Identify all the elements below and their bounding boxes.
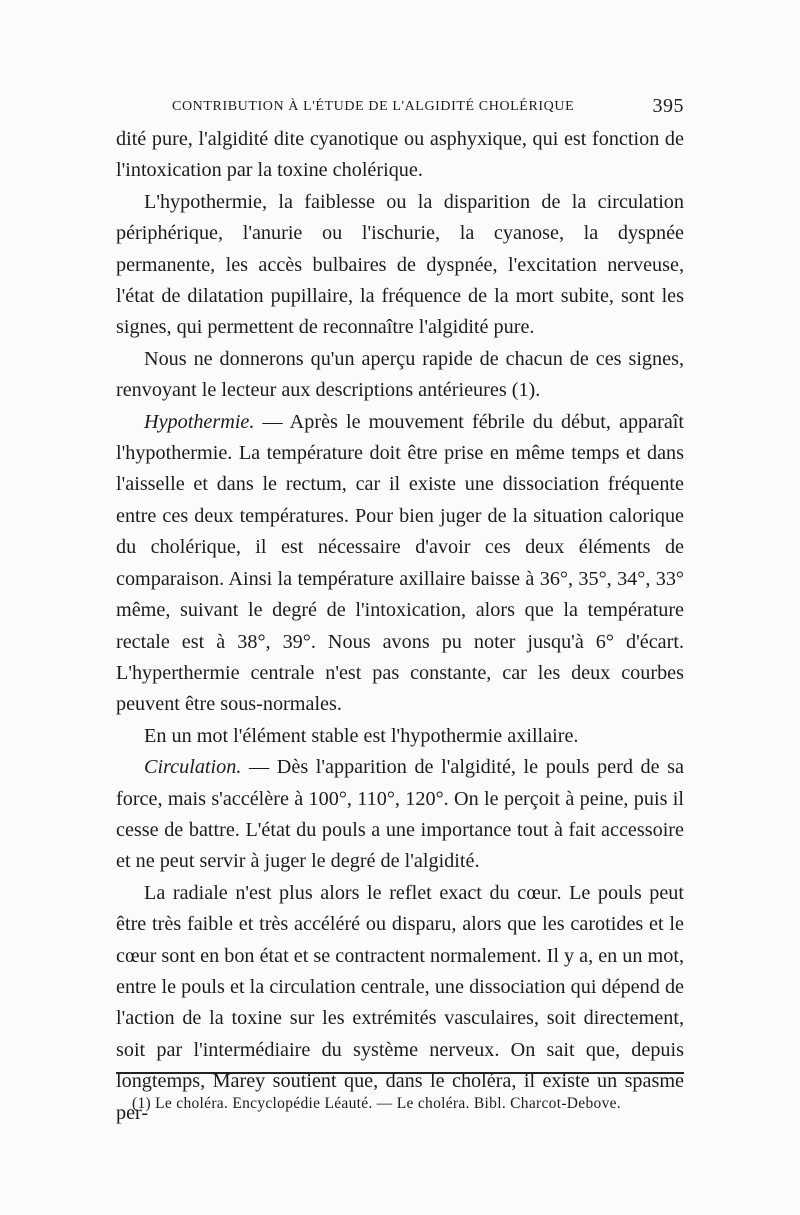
section-lead-circulation: Circulation.	[144, 756, 242, 779]
paragraph	[116, 752, 684, 878]
paragraph-text: Nous ne donnerons qu'un aperçu rapide de chacun de ces signes, renvoyant le lecteur aux descriptions antérieures (1).	[116, 347, 684, 402]
section-lead-hypothermie: Hypothermie.	[144, 410, 255, 433]
body-text	[116, 124, 684, 1129]
paragraph	[116, 721, 684, 752]
paragraph	[116, 878, 684, 1129]
paragraph-text: — Après le mouvement fébrile du début, apparaît l'hypothermie. La température doit être prise en même temps et dans l'aisselle et dans le rectum, car il existe une dissociation fréquente entre ces deux températures. Pour bien juger de la situation calorique du cholérique, il est nécessaire d'avoir ces deux éléments de comparaison. Ainsi la température axillaire baisse à 36°, 35°, 34°, 33° même, suivant le degré de l'intoxication, alors que la température rectale est à 38°, 39°. Nous avons pu noter jusqu'à 6° d'écart. L'hyperthermie centrale n'est pas constante, car les deux courbes peuvent être sous-normales.	[116, 410, 684, 716]
paragraph	[116, 124, 684, 187]
paragraph	[116, 187, 684, 344]
paragraph-text: dité pure, l'algidité dite cyanotique ou asphyxique, qui est fonction de l'intoxication par la toxine cholérique.	[116, 128, 684, 182]
footnote-divider	[116, 1072, 684, 1074]
running-head	[116, 95, 684, 123]
footnote-text: (1) Le choléra. Encyclopédie Léauté. — Le choléra. Bibl. Charcot-Debove.	[132, 1095, 621, 1112]
book-page	[116, 95, 684, 1129]
running-head-title: CONTRIBUTION À L'ÉTUDE DE L'ALGIDITÉ CHOLÉRIQUE	[172, 99, 575, 114]
paragraph	[116, 407, 684, 721]
page-number: 395	[652, 95, 684, 117]
paragraph-text: La radiale n'est plus alors le reflet exact du cœur. Le pouls peut être très faible et très accéléré ou disparu, alors que les carotides et le cœur sont en bon état et se contractent normalement. Il y a, en un mot, entre le pouls et la circulation centrale, une dissociation qui dépend de l'action de la toxine sur les extrémités vasculaires, soit directement, soit par l'intermédiaire du système nerveux. On sait que, depuis longtemps, Marey soutient que, dans le choléra, il existe un spasme per-	[116, 881, 684, 1124]
paragraph-text: L'hypothermie, la faiblesse ou la disparition de la circulation périphérique, l'anurie ou l'ischurie, la cyanose, la dyspnée permanente, les accès bulbaires de dyspnée, l'excitation nerveuse, l'état de dilatation pupillaire, la fréquence de la mort subite, sont les signes, qui permettent de reconnaître l'algidité pure.	[116, 190, 684, 339]
paragraph-text: — Dès l'apparition de l'algidité, le pouls perd de sa force, mais s'accélère à 100°, 110°, 120°. On le perçoit à peine, puis il cesse de battre. L'état du pouls a une importance tout à fait accessoire et ne peut servir à juger le degré de l'algidité.	[116, 756, 684, 873]
footnote	[116, 1093, 684, 1115]
paragraph-text: En un mot l'élément stable est l'hypothermie axillaire.	[144, 724, 579, 747]
paragraph	[116, 344, 684, 407]
